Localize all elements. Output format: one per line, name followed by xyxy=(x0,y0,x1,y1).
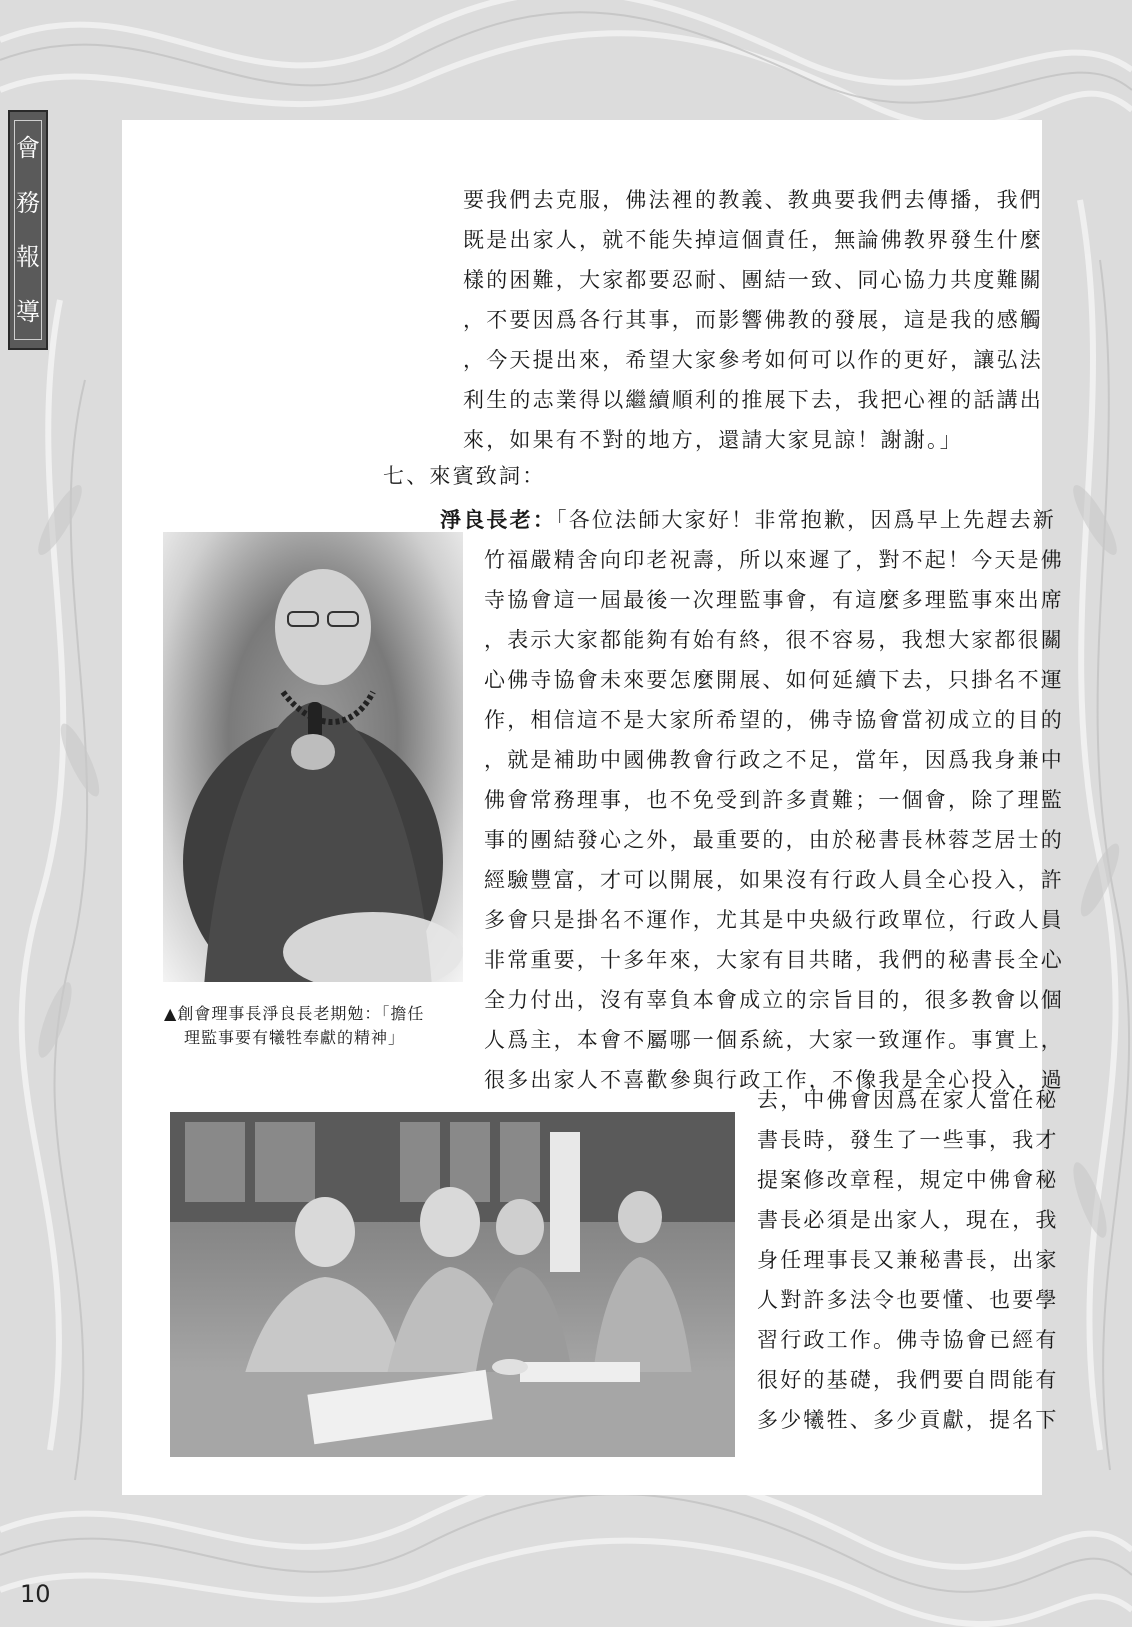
photo-caption xyxy=(164,1002,464,1050)
text-line: 去，中佛會因爲在家人當任秘 xyxy=(757,1088,1059,1112)
text-line: 來，如果有不對的地方，還請大家見諒！謝謝。」 xyxy=(463,428,963,452)
text-line: 全力付出，沒有辜負本會成立的宗旨目的，很多教會以個 xyxy=(484,988,1064,1012)
text-line: 人對許多法令也要懂、也要學 xyxy=(757,1288,1059,1312)
photo-meeting xyxy=(170,1112,735,1457)
speech-first-line xyxy=(440,500,1056,540)
section-tab-char-3: 報 xyxy=(16,243,40,272)
text-line: ，表示大家都能夠有始有終，很不容易，我想大家都很關 xyxy=(484,628,1064,652)
section-tab-char-2: 務 xyxy=(16,188,40,217)
page-number: 10 xyxy=(20,1580,51,1608)
text-line: ，不要因爲各行其事，而影響佛教的發展，這是我的感觸 xyxy=(463,308,1043,332)
text-line: 很多出家人不喜歡參與行政工作，不像我是全心投入，過 xyxy=(484,1068,1064,1092)
text-line: 利生的志業得以繼續順利的推展下去，我把心裡的話講出 xyxy=(463,388,1043,412)
photo-elder-speaking xyxy=(163,532,463,982)
text-line: ，就是補助中國佛教會行政之不足，當年，因爲我身兼中 xyxy=(484,748,1064,772)
caption-line-2: 理監事要有犧牲奉獻的精神」 xyxy=(184,1028,406,1047)
text-line: 佛會常務理事，也不免受到許多責難；一個會，除了理監 xyxy=(484,788,1064,812)
text-line: 書長時，發生了一些事，我才 xyxy=(757,1128,1059,1152)
caption-text-1: 創會理事長淨良長老期勉：「擔任 xyxy=(177,1004,425,1023)
opening-paragraph xyxy=(463,180,1043,460)
speech-continuation xyxy=(757,1080,1059,1440)
photo-meeting-illustration xyxy=(170,1112,735,1457)
text-line: 經驗豐富，才可以開展，如果沒有行政人員全心投入，許 xyxy=(484,868,1064,892)
text-line: 要我們去克服，佛法裡的教義、教典要我們去傳播，我們 xyxy=(463,188,1043,212)
text-line: ，今天提出來，希望大家參考如何可以作的更好，讓弘法 xyxy=(463,348,1043,372)
text-line: 寺協會這一屆最後一次理監事會，有這麼多理監事來出席 xyxy=(484,588,1064,612)
text-line: 多會只是掛名不運作，尤其是中央級行政單位，行政人員 xyxy=(484,908,1064,932)
text-line: 心佛寺協會未來要怎麼開展、如何延續下去，只掛名不運 xyxy=(484,668,1064,692)
text-line: 事的團結發心之外，最重要的，由於秘書長林蓉芝居士的 xyxy=(484,828,1064,852)
text-line: 非常重要，十多年來，大家有目共睹，我們的秘書長全心 xyxy=(484,948,1064,972)
triangle-icon: ▲ xyxy=(164,1004,178,1023)
section-tab-char-1: 會 xyxy=(16,134,40,163)
text-line: 樣的困難，大家都要忍耐、團結一致、同心協力共度難關 xyxy=(463,268,1043,292)
text-line: 很好的基礎，我們要自問能有 xyxy=(757,1368,1059,1392)
text-line: 提案修改章程，規定中佛會秘 xyxy=(757,1168,1059,1192)
text-line: 書長必須是出家人，現在，我 xyxy=(757,1208,1059,1232)
text-line: 多少犧牲、多少貢獻，提名下 xyxy=(757,1408,1059,1432)
text-line: 習行政工作。佛寺協會已經有 xyxy=(757,1328,1059,1352)
speaker-colon: ： xyxy=(532,508,557,532)
speaker-name: 淨良長老 xyxy=(440,508,533,532)
caption-line-1 xyxy=(164,1002,464,1026)
section-tab xyxy=(8,110,48,350)
photo-elder-illustration xyxy=(163,532,463,982)
text-line: 既是出家人，就不能失掉這個責任，無論佛教界發生什麼 xyxy=(463,228,1043,252)
section-heading: 七、來賓致詞： xyxy=(383,464,546,488)
text-line: 作，相信這不是大家所希望的，佛寺協會當初成立的目的 xyxy=(484,708,1064,732)
text-line: 竹福嚴精舍向印老祝壽，所以來遲了，對不起！今天是佛 xyxy=(484,548,1064,572)
speech-opening: 「各位法師大家好！非常抱歉，因爲早上先趕去新 xyxy=(556,508,1056,532)
text-line: 人爲主，本會不屬哪一個系統，大家一致運作。事實上， xyxy=(484,1028,1064,1052)
text-line: 身任理事長又兼秘書長，出家 xyxy=(757,1248,1059,1272)
section-tab-char-4: 導 xyxy=(16,297,40,326)
